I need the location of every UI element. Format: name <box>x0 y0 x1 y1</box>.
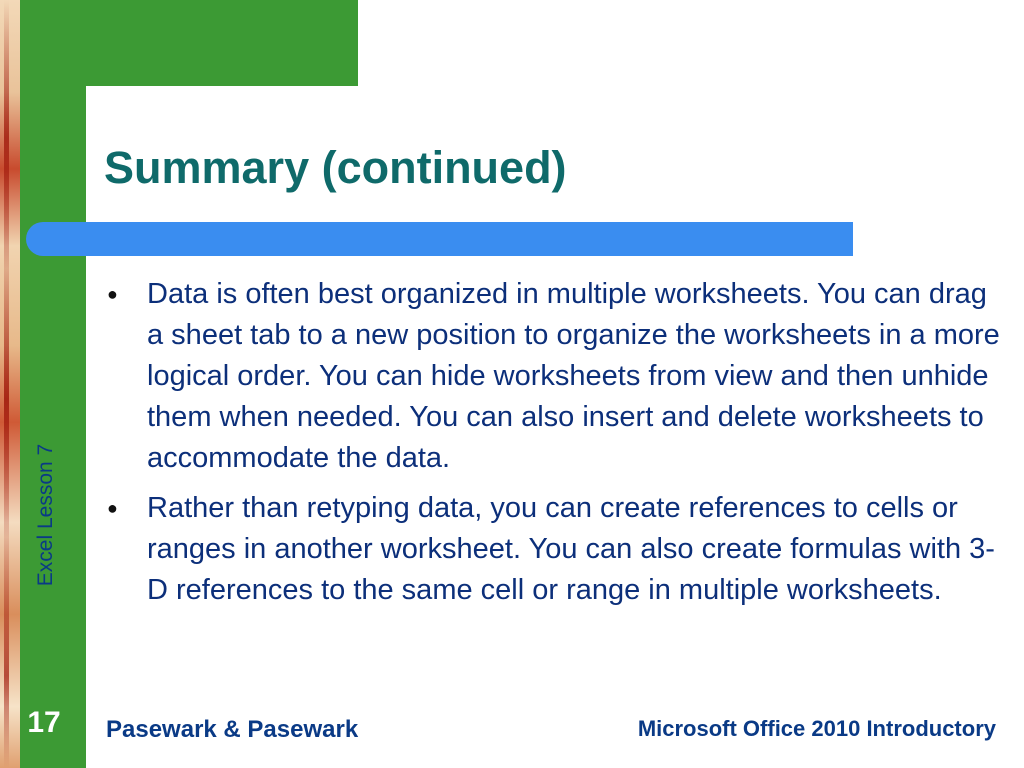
lesson-label: Excel Lesson 7 <box>34 443 57 587</box>
page-number: 17 <box>27 706 61 739</box>
title-underline-bar <box>26 222 853 256</box>
bullet-text: Rather than retyping data, you can create references to cells or ranges in another worksheet. You can also create formulas with 3-D references to the same cell or range in multiple worksheets. <box>147 492 995 606</box>
bullet-item <box>104 274 1004 479</box>
slide-title: Summary (continued) <box>104 142 567 193</box>
green-header-block <box>20 0 358 86</box>
bullet-icon: ● <box>107 284 118 304</box>
footer-course: Microsoft Office 2010 Introductory <box>637 716 996 741</box>
footer-author: Pasewark & Pasewark <box>106 716 359 743</box>
bullet-icon: ● <box>107 498 118 518</box>
bullet-text: Data is often best organized in multiple worksheets. You can drag a sheet tab to a new position to organize the worksheets in a more logical order. You can hide worksheets from view and then unhide them when needed. You can also insert and delete worksheets to accommodate the data. <box>147 278 1000 474</box>
bullet-list <box>104 274 1004 620</box>
decorative-photo-strip <box>0 0 20 768</box>
bullet-item <box>104 488 1004 611</box>
green-sidebar <box>20 0 86 768</box>
